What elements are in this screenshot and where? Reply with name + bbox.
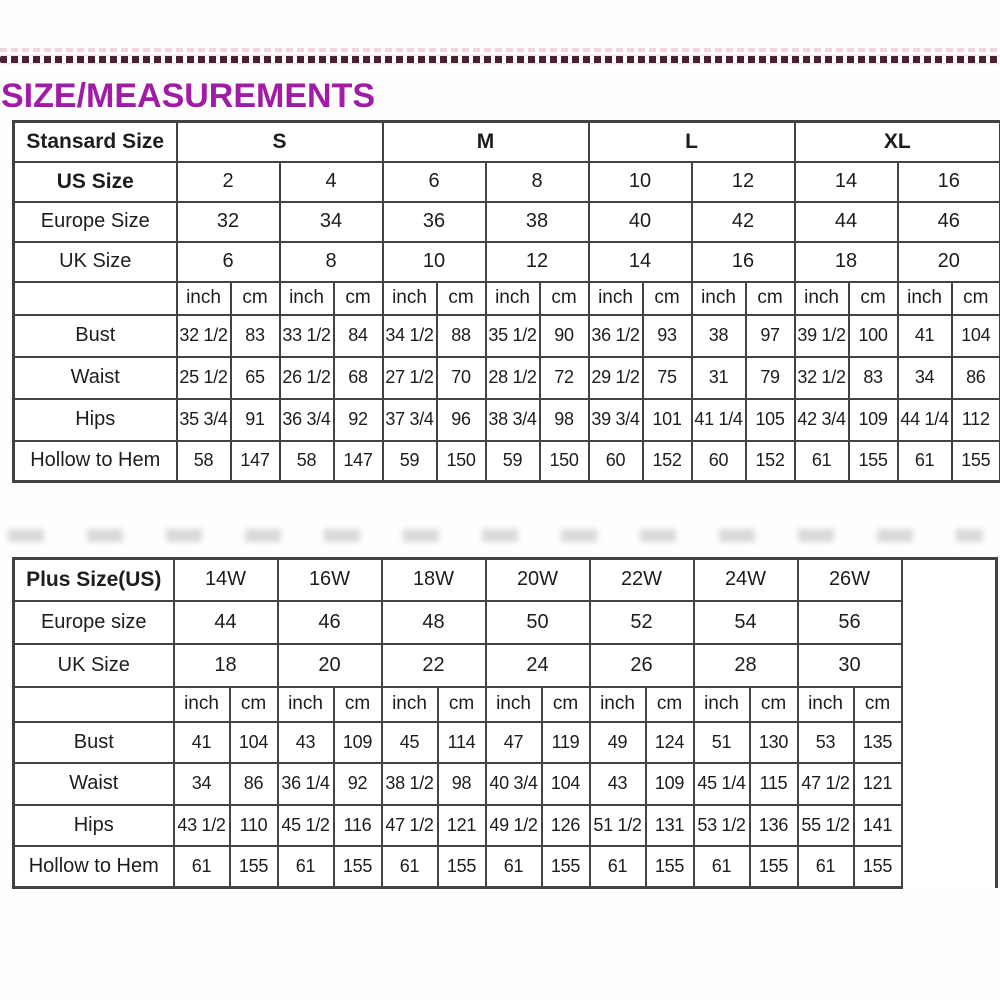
measure-value: 40 3/4 bbox=[486, 763, 542, 805]
measure-value: 43 bbox=[278, 722, 334, 763]
measure-value: 155 bbox=[952, 441, 1000, 482]
measure-value: 70 bbox=[437, 357, 486, 399]
measure-value: 131 bbox=[646, 805, 694, 846]
measure-value: 98 bbox=[438, 763, 486, 805]
empty-cell bbox=[14, 687, 174, 722]
size-value: 20 bbox=[278, 644, 382, 687]
measure-value: 147 bbox=[231, 441, 280, 482]
size-group-header: 16W bbox=[278, 559, 382, 601]
measure-value: 47 1/2 bbox=[798, 763, 854, 805]
measure-value: 39 1/2 bbox=[795, 315, 849, 357]
measure-value: 83 bbox=[849, 357, 898, 399]
measure-value: 104 bbox=[230, 722, 278, 763]
measure-value: 39 3/4 bbox=[589, 399, 643, 441]
measure-value: 58 bbox=[280, 441, 334, 482]
unit-label: cm bbox=[438, 687, 486, 722]
row-label: Stansard Size bbox=[14, 122, 177, 162]
size-value: 8 bbox=[280, 242, 383, 282]
unit-label: inch bbox=[382, 687, 438, 722]
measure-value: 49 1/2 bbox=[486, 805, 542, 846]
measure-value: 155 bbox=[230, 846, 278, 888]
unit-label: inch bbox=[692, 282, 746, 315]
measure-value: 34 bbox=[898, 357, 952, 399]
row-label: Hips bbox=[14, 805, 174, 846]
unit-label: cm bbox=[334, 282, 383, 315]
standard-size-table bbox=[12, 120, 1000, 483]
measure-value: 135 bbox=[854, 722, 902, 763]
measure-value: 155 bbox=[334, 846, 382, 888]
size-value: 32 bbox=[177, 202, 280, 242]
size-value: 24 bbox=[486, 644, 590, 687]
measure-value: 28 1/2 bbox=[486, 357, 540, 399]
measure-value: 47 bbox=[486, 722, 542, 763]
measure-value: 96 bbox=[437, 399, 486, 441]
measure-value: 155 bbox=[750, 846, 798, 888]
measure-value: 29 1/2 bbox=[589, 357, 643, 399]
measure-value: 150 bbox=[437, 441, 486, 482]
measure-value: 38 1/2 bbox=[382, 763, 438, 805]
measure-value: 136 bbox=[750, 805, 798, 846]
row-label: Hollow to Hem bbox=[14, 441, 177, 482]
size-value: 42 bbox=[692, 202, 795, 242]
size-value: 10 bbox=[383, 242, 486, 282]
dashed-divider-echo bbox=[0, 48, 1000, 52]
size-value: 2 bbox=[177, 162, 280, 202]
measure-value: 36 1/2 bbox=[589, 315, 643, 357]
measure-value: 92 bbox=[334, 399, 383, 441]
size-value: 12 bbox=[692, 162, 795, 202]
dashed-divider bbox=[0, 56, 1000, 63]
measure-value: 100 bbox=[849, 315, 898, 357]
row-label: UK Size bbox=[14, 644, 174, 687]
measure-value: 55 1/2 bbox=[798, 805, 854, 846]
measure-value: 79 bbox=[746, 357, 795, 399]
unit-label: inch bbox=[278, 687, 334, 722]
measure-value: 25 1/2 bbox=[177, 357, 231, 399]
size-value: 6 bbox=[383, 162, 486, 202]
measure-value: 147 bbox=[334, 441, 383, 482]
row-label: Europe Size bbox=[14, 202, 177, 242]
measure-value: 61 bbox=[898, 441, 952, 482]
measure-value: 42 3/4 bbox=[795, 399, 849, 441]
measure-value: 41 1/4 bbox=[692, 399, 746, 441]
measure-value: 152 bbox=[643, 441, 692, 482]
row-label: Waist bbox=[14, 357, 177, 399]
measure-value: 58 bbox=[177, 441, 231, 482]
unit-label: cm bbox=[750, 687, 798, 722]
measure-value: 51 1/2 bbox=[590, 805, 646, 846]
measure-value: 53 bbox=[798, 722, 854, 763]
measure-value: 45 1/2 bbox=[278, 805, 334, 846]
size-group-header: 26W bbox=[798, 559, 902, 601]
measure-value: 86 bbox=[952, 357, 1000, 399]
unit-label: cm bbox=[849, 282, 898, 315]
measure-value: 61 bbox=[174, 846, 230, 888]
measure-value: 45 1/4 bbox=[694, 763, 750, 805]
size-value: 16 bbox=[898, 162, 1000, 202]
measure-value: 101 bbox=[643, 399, 692, 441]
measure-value: 61 bbox=[278, 846, 334, 888]
measure-value: 97 bbox=[746, 315, 795, 357]
size-value: 48 bbox=[382, 601, 486, 644]
standard-size-table-body bbox=[14, 122, 1000, 482]
row-label: Waist bbox=[14, 763, 174, 805]
measure-value: 84 bbox=[334, 315, 383, 357]
cropped-ghost-row bbox=[8, 529, 983, 542]
measure-value: 119 bbox=[542, 722, 590, 763]
measure-value: 124 bbox=[646, 722, 694, 763]
measure-value: 61 bbox=[694, 846, 750, 888]
size-value: 28 bbox=[694, 644, 798, 687]
unit-label: cm bbox=[542, 687, 590, 722]
measure-value: 32 1/2 bbox=[177, 315, 231, 357]
size-value: 34 bbox=[280, 202, 383, 242]
measure-value: 60 bbox=[692, 441, 746, 482]
unit-label: inch bbox=[589, 282, 643, 315]
size-value: 50 bbox=[486, 601, 590, 644]
row-label: Hips bbox=[14, 399, 177, 441]
size-value: 46 bbox=[898, 202, 1000, 242]
size-value: 14 bbox=[795, 162, 898, 202]
measure-value: 26 1/2 bbox=[280, 357, 334, 399]
measure-value: 32 1/2 bbox=[795, 357, 849, 399]
measure-value: 61 bbox=[382, 846, 438, 888]
measure-value: 90 bbox=[540, 315, 589, 357]
size-value: 14 bbox=[589, 242, 692, 282]
measure-value: 114 bbox=[438, 722, 486, 763]
measure-value: 37 3/4 bbox=[383, 399, 437, 441]
size-group-header: XL bbox=[795, 122, 1000, 162]
measure-value: 41 bbox=[174, 722, 230, 763]
size-value: 22 bbox=[382, 644, 486, 687]
size-value: 54 bbox=[694, 601, 798, 644]
measure-value: 86 bbox=[230, 763, 278, 805]
measure-value: 104 bbox=[952, 315, 1000, 357]
unit-label: cm bbox=[540, 282, 589, 315]
measure-value: 35 1/2 bbox=[486, 315, 540, 357]
measure-value: 65 bbox=[231, 357, 280, 399]
measure-value: 38 bbox=[692, 315, 746, 357]
size-value: 36 bbox=[383, 202, 486, 242]
unit-label: inch bbox=[486, 687, 542, 722]
size-group-header: S bbox=[177, 122, 383, 162]
size-value: 46 bbox=[278, 601, 382, 644]
measure-value: 150 bbox=[540, 441, 589, 482]
measure-value: 44 1/4 bbox=[898, 399, 952, 441]
measure-value: 60 bbox=[589, 441, 643, 482]
size-group-header: 20W bbox=[486, 559, 590, 601]
measure-value: 49 bbox=[590, 722, 646, 763]
measure-value: 130 bbox=[750, 722, 798, 763]
measure-value: 155 bbox=[542, 846, 590, 888]
measure-value: 34 1/2 bbox=[383, 315, 437, 357]
measure-value: 41 bbox=[898, 315, 952, 357]
size-value: 16 bbox=[692, 242, 795, 282]
unit-label: cm bbox=[646, 687, 694, 722]
measure-value: 126 bbox=[542, 805, 590, 846]
unit-label: inch bbox=[174, 687, 230, 722]
empty-cell bbox=[14, 282, 177, 315]
unit-label: cm bbox=[231, 282, 280, 315]
row-label: UK Size bbox=[14, 242, 177, 282]
size-value: 44 bbox=[174, 601, 278, 644]
unit-label: cm bbox=[854, 687, 902, 722]
page-title: SIZE/MEASUREMENTS bbox=[1, 77, 376, 115]
measure-value: 59 bbox=[383, 441, 437, 482]
size-value: 4 bbox=[280, 162, 383, 202]
unit-label: inch bbox=[280, 282, 334, 315]
unit-label: inch bbox=[795, 282, 849, 315]
measure-value: 98 bbox=[540, 399, 589, 441]
row-label: US Size bbox=[14, 162, 177, 202]
measure-value: 83 bbox=[231, 315, 280, 357]
measure-value: 115 bbox=[750, 763, 798, 805]
unit-label: cm bbox=[230, 687, 278, 722]
measure-value: 110 bbox=[230, 805, 278, 846]
measure-value: 61 bbox=[486, 846, 542, 888]
size-value: 8 bbox=[486, 162, 589, 202]
measure-value: 43 bbox=[590, 763, 646, 805]
size-value: 30 bbox=[798, 644, 902, 687]
row-label: Plus Size(US) bbox=[14, 559, 174, 601]
unit-label: inch bbox=[694, 687, 750, 722]
measure-value: 105 bbox=[746, 399, 795, 441]
unit-label: inch bbox=[898, 282, 952, 315]
measure-value: 92 bbox=[334, 763, 382, 805]
measure-value: 61 bbox=[590, 846, 646, 888]
empty-end-column bbox=[902, 559, 997, 888]
measure-value: 35 3/4 bbox=[177, 399, 231, 441]
plus-size-table bbox=[12, 557, 998, 889]
measure-value: 43 1/2 bbox=[174, 805, 230, 846]
measure-value: 27 1/2 bbox=[383, 357, 437, 399]
measure-value: 112 bbox=[952, 399, 1000, 441]
size-value: 12 bbox=[486, 242, 589, 282]
unit-label: cm bbox=[643, 282, 692, 315]
size-value: 18 bbox=[795, 242, 898, 282]
measure-value: 88 bbox=[437, 315, 486, 357]
size-value: 26 bbox=[590, 644, 694, 687]
measure-value: 61 bbox=[798, 846, 854, 888]
measure-value: 38 3/4 bbox=[486, 399, 540, 441]
measure-value: 36 3/4 bbox=[280, 399, 334, 441]
row-label: Bust bbox=[14, 315, 177, 357]
measure-value: 51 bbox=[694, 722, 750, 763]
row-label: Bust bbox=[14, 722, 174, 763]
measure-value: 75 bbox=[643, 357, 692, 399]
unit-label: inch bbox=[177, 282, 231, 315]
size-value: 38 bbox=[486, 202, 589, 242]
row-label: Europe size bbox=[14, 601, 174, 644]
size-value: 18 bbox=[174, 644, 278, 687]
measure-value: 116 bbox=[334, 805, 382, 846]
size-value: 44 bbox=[795, 202, 898, 242]
row-label: Hollow to Hem bbox=[14, 846, 174, 888]
measure-value: 93 bbox=[643, 315, 692, 357]
measure-value: 104 bbox=[542, 763, 590, 805]
size-value: 56 bbox=[798, 601, 902, 644]
measure-value: 91 bbox=[231, 399, 280, 441]
measure-value: 109 bbox=[849, 399, 898, 441]
unit-label: inch bbox=[590, 687, 646, 722]
measure-value: 109 bbox=[334, 722, 382, 763]
measure-value: 36 1/4 bbox=[278, 763, 334, 805]
measure-value: 155 bbox=[438, 846, 486, 888]
size-group-header: 22W bbox=[590, 559, 694, 601]
measure-value: 155 bbox=[646, 846, 694, 888]
size-value: 20 bbox=[898, 242, 1000, 282]
measure-value: 121 bbox=[438, 805, 486, 846]
measure-value: 152 bbox=[746, 441, 795, 482]
measure-value: 109 bbox=[646, 763, 694, 805]
size-value: 10 bbox=[589, 162, 692, 202]
size-value: 40 bbox=[589, 202, 692, 242]
unit-label: cm bbox=[334, 687, 382, 722]
unit-label: inch bbox=[798, 687, 854, 722]
unit-label: inch bbox=[383, 282, 437, 315]
measure-value: 155 bbox=[854, 846, 902, 888]
unit-label: cm bbox=[746, 282, 795, 315]
unit-label: cm bbox=[437, 282, 486, 315]
measure-value: 68 bbox=[334, 357, 383, 399]
measure-value: 61 bbox=[795, 441, 849, 482]
measure-value: 121 bbox=[854, 763, 902, 805]
measure-value: 155 bbox=[849, 441, 898, 482]
measure-value: 47 1/2 bbox=[382, 805, 438, 846]
size-group-header: 18W bbox=[382, 559, 486, 601]
size-group-header: L bbox=[589, 122, 795, 162]
measure-value: 33 1/2 bbox=[280, 315, 334, 357]
measure-value: 34 bbox=[174, 763, 230, 805]
size-value: 52 bbox=[590, 601, 694, 644]
measure-value: 59 bbox=[486, 441, 540, 482]
measure-value: 53 1/2 bbox=[694, 805, 750, 846]
measure-value: 141 bbox=[854, 805, 902, 846]
size-group-header: 14W bbox=[174, 559, 278, 601]
plus-size-table-body bbox=[14, 559, 997, 888]
measure-value: 31 bbox=[692, 357, 746, 399]
size-value: 6 bbox=[177, 242, 280, 282]
size-group-header: 24W bbox=[694, 559, 798, 601]
size-group-header: M bbox=[383, 122, 589, 162]
unit-label: inch bbox=[486, 282, 540, 315]
unit-label: cm bbox=[952, 282, 1000, 315]
measure-value: 45 bbox=[382, 722, 438, 763]
measure-value: 72 bbox=[540, 357, 589, 399]
